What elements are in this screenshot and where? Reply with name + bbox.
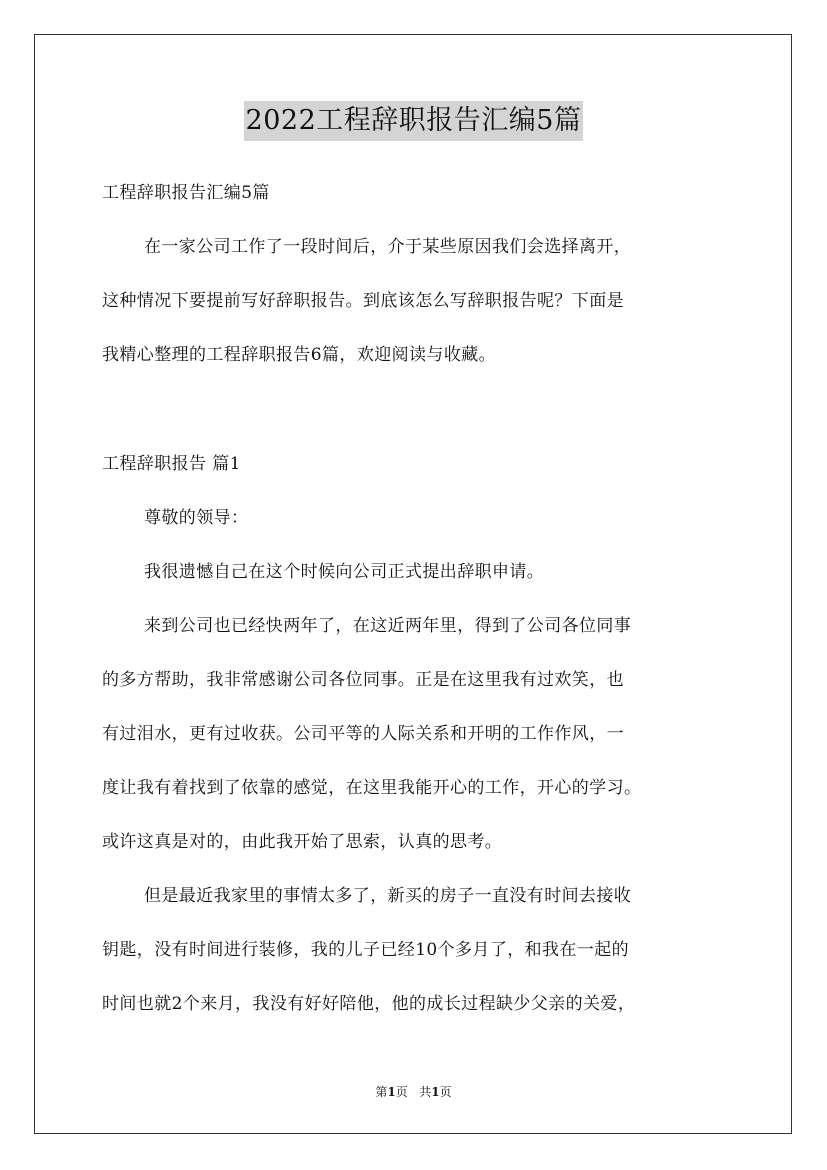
salutation: 尊敬的领导：	[144, 508, 249, 528]
intro-line-1: 在一家公司工作了一段时间后，介于某些原因我们会选择离开，	[144, 237, 632, 257]
paragraph-line-6: 或许这真是对的，由此我开始了思索，认真的思考。	[102, 832, 503, 852]
paragraph-line-3: 的多方帮助，我非常感谢公司各位同事。正是在这里我有过欢笑，也	[102, 670, 624, 690]
footer-total-suffix: 页	[439, 1085, 452, 1099]
document-subtitle: 工程辞职报告汇编5篇	[102, 183, 270, 203]
paragraph-line-9: 时间也就2个来月，我没有好好陪他，他的成长过程缺少父亲的关爱，	[102, 994, 636, 1014]
footer-page-suffix: 页	[395, 1085, 408, 1099]
document-title: 2022工程辞职报告汇编5篇	[244, 101, 584, 141]
footer-total-prefix: 共	[419, 1085, 432, 1099]
intro-line-2: 这种情况下要提前写好辞职报告。到底该怎么写辞职报告呢？下面是	[102, 291, 624, 311]
footer-page-prefix: 第	[375, 1085, 388, 1099]
paragraph-line-8: 钥匙，没有时间进行装修，我的儿子已经10个多月了，和我在一起的	[102, 940, 630, 960]
paragraph-line-4: 有过泪水，更有过收获。公司平等的人际关系和开明的工作作风，一	[102, 724, 624, 744]
footer-total-number: 1	[431, 1085, 440, 1099]
page-footer	[0, 1083, 827, 1101]
section-heading: 工程辞职报告 篇1	[102, 454, 241, 474]
paragraph-line-2: 来到公司也已经快两年了，在这近两年里，得到了公司各位同事	[144, 616, 632, 636]
paragraph-line-5: 度让我有着找到了依靠的感觉，在这里我能开心的工作，开心的学习。	[102, 778, 642, 798]
paragraph-line-7: 但是最近我家里的事情太多了，新买的房子一直没有时间去接收	[144, 886, 632, 906]
title-container	[0, 101, 827, 141]
paragraph-line-1: 我很遗憾自己在这个时候向公司正式提出辞职申请。	[144, 562, 545, 582]
footer-page-number: 1	[387, 1085, 396, 1099]
intro-line-3: 我精心整理的工程辞职报告6篇，欢迎阅读与收藏。	[102, 345, 497, 365]
